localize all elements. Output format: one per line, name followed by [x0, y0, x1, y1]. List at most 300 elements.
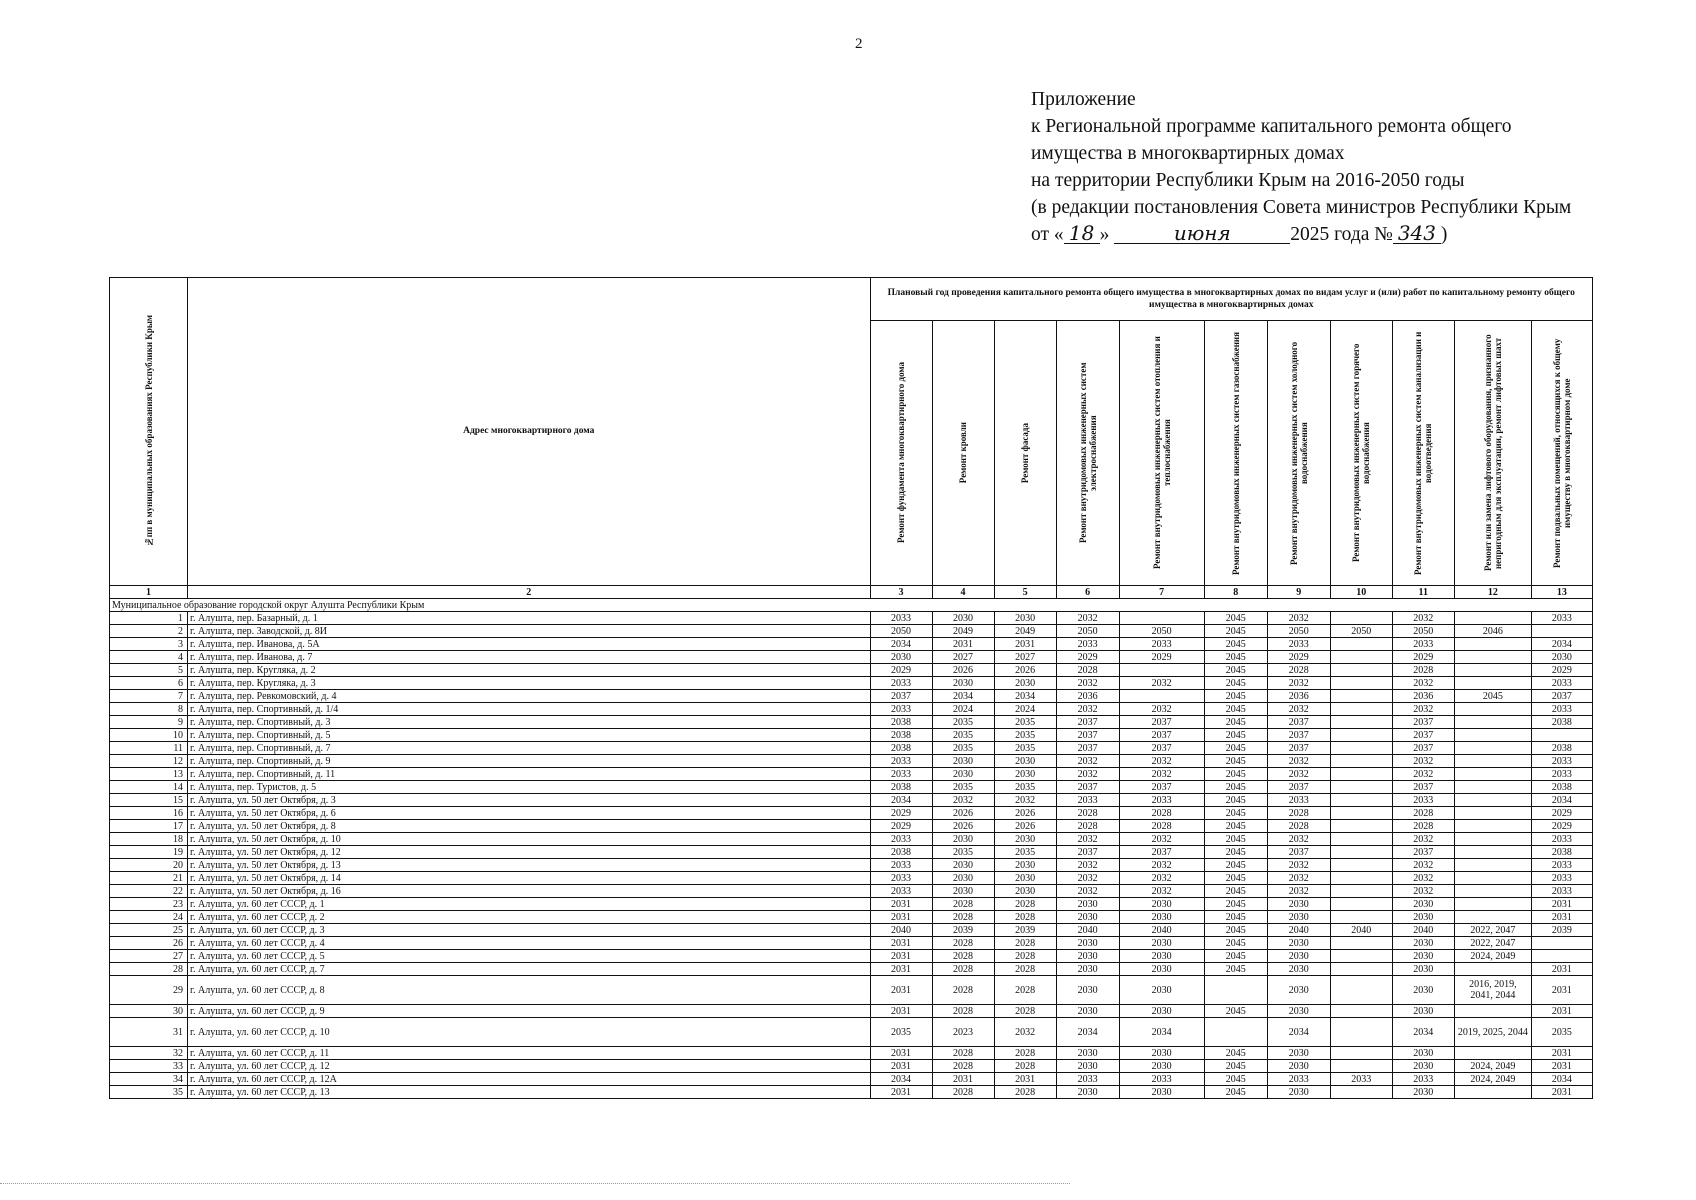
year-cell: 2030 [994, 872, 1056, 885]
table-row [110, 755, 1593, 768]
year-cell: 2050 [1330, 625, 1392, 638]
row-number: 31 [110, 1018, 188, 1047]
year-cell [1119, 664, 1204, 677]
row-number: 4 [110, 651, 188, 664]
year-cell: 2030 [1392, 1060, 1454, 1073]
address-cell: г. Алушта, пер. Спортивный, д. 3 [188, 716, 870, 729]
year-cell: 2032 [1392, 872, 1454, 885]
work-header-8: Ремонт внутридомовых инженерных систем газоснабжения [1204, 321, 1267, 586]
table-row [110, 664, 1593, 677]
table-row [110, 937, 1593, 950]
year-cell: 2030 [1392, 976, 1454, 1005]
year-cell [1330, 729, 1392, 742]
year-cell: 2038 [870, 716, 932, 729]
column-number: 7 [1119, 586, 1204, 599]
year-cell: 2031 [870, 1005, 932, 1018]
table-row [110, 781, 1593, 794]
year-cell: 2038 [1531, 846, 1592, 859]
address-cell: г. Алушта, пер. Иванова, д. 7 [188, 651, 870, 664]
year-cell: 2031 [870, 1047, 932, 1060]
year-cell: 2028 [994, 911, 1056, 924]
year-cell: 2040 [870, 924, 932, 937]
year-cell: 2028 [1267, 820, 1330, 833]
address-cell: г. Алушта, ул. 60 лет СССР, д. 9 [188, 1005, 870, 1018]
year-cell: 2030 [932, 833, 994, 846]
year-cell [1454, 638, 1531, 651]
row-number: 33 [110, 1060, 188, 1073]
work-header-6: Ремонт внутридомовых инженерных систем электроснабжения [1056, 321, 1119, 586]
year-cell: 2031 [1531, 911, 1592, 924]
address-cell: г. Алушта, пер. Спортивный, д. 1/4 [188, 703, 870, 716]
year-cell: 2030 [1119, 1086, 1204, 1099]
year-cell [1330, 742, 1392, 755]
year-cell [1204, 1018, 1267, 1047]
table-row [110, 950, 1593, 963]
year-cell: 2031 [870, 911, 932, 924]
year-cell: 2030 [1119, 1005, 1204, 1018]
year-cell: 2030 [1267, 911, 1330, 924]
year-cell: 2037 [1267, 716, 1330, 729]
table-row [110, 885, 1593, 898]
year-cell: 2030 [1267, 1005, 1330, 1018]
year-cell: 2028 [1392, 820, 1454, 833]
address-cell: г. Алушта, ул. 60 лет СССР, д. 2 [188, 911, 870, 924]
year-cell: 2030 [1119, 911, 1204, 924]
address-cell: г. Алушта, пер. Спортивный, д. 11 [188, 768, 870, 781]
year-cell: 2033 [1531, 885, 1592, 898]
row-number: 2 [110, 625, 188, 638]
year-cell: 2032 [1267, 885, 1330, 898]
year-cell: 2032 [1392, 859, 1454, 872]
year-cell: 2030 [1531, 651, 1592, 664]
year-cell: 2030 [1056, 1060, 1119, 1073]
address-cell: г. Алушта, ул. 60 лет СССР, д. 10 [188, 1018, 870, 1047]
year-cell: 2045 [1204, 937, 1267, 950]
year-cell: 2032 [1119, 768, 1204, 781]
year-cell [1531, 625, 1592, 638]
year-cell [1531, 950, 1592, 963]
year-cell: 2028 [932, 937, 994, 950]
year-cell: 2030 [1267, 1060, 1330, 1073]
year-cell: 2031 [870, 976, 932, 1005]
year-cell: 2032 [932, 794, 994, 807]
row-number: 18 [110, 833, 188, 846]
year-cell: 2030 [1056, 976, 1119, 1005]
year-cell: 2030 [1056, 963, 1119, 976]
date-mid: » [1099, 224, 1110, 245]
annex-line-5: (в редакции постановления Совета министров Республики Крым [1031, 197, 1572, 218]
year-cell: 2031 [932, 638, 994, 651]
row-number: 8 [110, 703, 188, 716]
year-cell: 2030 [1119, 1060, 1204, 1073]
year-cell: 2028 [1056, 807, 1119, 820]
year-cell: 2028 [932, 976, 994, 1005]
year-cell [1330, 1018, 1392, 1047]
year-cell: 2031 [932, 1073, 994, 1086]
year-cell [1330, 898, 1392, 911]
year-cell: 2045 [1204, 716, 1267, 729]
year-cell: 2030 [1392, 963, 1454, 976]
page-footer-line [0, 1183, 1070, 1184]
address-cell: г. Алушта, пер. Кругляка, д. 2 [188, 664, 870, 677]
handwritten-number: 343 [1393, 223, 1441, 244]
table-row [110, 846, 1593, 859]
year-cell: 2028 [932, 911, 994, 924]
year-cell: 2030 [994, 768, 1056, 781]
year-cell: 2045 [1204, 1073, 1267, 1086]
year-cell: 2031 [1531, 1060, 1592, 1073]
year-cell: 2031 [870, 1086, 932, 1099]
year-cell: 2032 [1392, 885, 1454, 898]
row-number: 12 [110, 755, 188, 768]
year-cell: 2045 [1454, 690, 1531, 703]
table-row [110, 963, 1593, 976]
year-cell: 2030 [932, 768, 994, 781]
row-number: 29 [110, 976, 188, 1005]
year-cell: 2045 [1204, 820, 1267, 833]
row-number: 32 [110, 1047, 188, 1060]
year-cell: 2030 [1267, 1086, 1330, 1099]
year-cell: 2035 [994, 846, 1056, 859]
table-row [110, 638, 1593, 651]
year-cell: 2032 [1119, 872, 1204, 885]
row-number: 7 [110, 690, 188, 703]
year-cell [1330, 716, 1392, 729]
year-cell: 2030 [1119, 898, 1204, 911]
year-cell: 2033 [1119, 638, 1204, 651]
year-cell: 2033 [1531, 755, 1592, 768]
table-row [110, 1018, 1593, 1047]
year-cell: 2035 [870, 1018, 932, 1047]
column-number: 5 [994, 586, 1056, 599]
year-cell: 2032 [1392, 677, 1454, 690]
year-cell: 2032 [1056, 872, 1119, 885]
year-cell [1330, 950, 1392, 963]
year-cell: 2029 [1531, 820, 1592, 833]
year-cell: 2032 [1392, 833, 1454, 846]
year-cell: 2038 [1531, 781, 1592, 794]
year-cell: 2029 [1531, 807, 1592, 820]
year-cell: 2045 [1204, 664, 1267, 677]
year-cell: 2030 [1056, 1005, 1119, 1018]
year-cell: 2034 [1531, 638, 1592, 651]
year-cell: 2031 [870, 1060, 932, 1073]
year-cell: 2032 [994, 1018, 1056, 1047]
year-cell: 2033 [1267, 794, 1330, 807]
row-number: 26 [110, 937, 188, 950]
year-cell: 2033 [1531, 872, 1592, 885]
year-cell: 2032 [1267, 872, 1330, 885]
row-number: 22 [110, 885, 188, 898]
year-cell [1330, 872, 1392, 885]
year-cell [1454, 1047, 1531, 1060]
year-cell: 2028 [994, 1005, 1056, 1018]
work-header-4: Ремонт кровли [932, 321, 994, 586]
year-cell: 2050 [1056, 625, 1119, 638]
year-cell [1330, 1060, 1392, 1073]
year-cell: 2033 [870, 859, 932, 872]
year-cell: 2028 [932, 1086, 994, 1099]
column-number: 13 [1531, 586, 1592, 599]
column-number: 1 [110, 586, 188, 599]
year-cell: 2028 [932, 1047, 994, 1060]
table-row [110, 1086, 1593, 1099]
year-cell [1330, 911, 1392, 924]
row-number: 28 [110, 963, 188, 976]
year-cell [1454, 963, 1531, 976]
year-cell: 2019, 2025, 2044 [1454, 1018, 1531, 1047]
year-cell: 2045 [1204, 768, 1267, 781]
work-header-13: Ремонт подвальных помещений, относящихся к общему имуществу в многоквартирном доме [1531, 321, 1592, 586]
year-cell: 2037 [1267, 781, 1330, 794]
year-cell: 2045 [1204, 755, 1267, 768]
row-number: 15 [110, 794, 188, 807]
year-cell [1330, 690, 1392, 703]
year-cell: 2037 [1267, 742, 1330, 755]
date-prefix: от « [1031, 224, 1064, 245]
address-cell: г. Алушта, ул. 50 лет Октября, д. 12 [188, 846, 870, 859]
year-cell: 2045 [1204, 638, 1267, 651]
year-cell: 2032 [1056, 703, 1119, 716]
year-cell: 2037 [1119, 729, 1204, 742]
year-cell: 2036 [1056, 690, 1119, 703]
annex-date-line [1031, 221, 1671, 248]
year-cell [1330, 846, 1392, 859]
work-header-12: Ремонт или замена лифтового оборудования, признанного непригодным для эксплуатации, ремонт лифтовых шахт [1454, 321, 1531, 586]
year-cell: 2050 [1392, 625, 1454, 638]
year-cell: 2029 [1119, 651, 1204, 664]
address-cell: г. Алушта, ул. 50 лет Октября, д. 14 [188, 872, 870, 885]
year-cell [1330, 768, 1392, 781]
year-cell: 2032 [1119, 833, 1204, 846]
year-cell: 2028 [1056, 820, 1119, 833]
table-row [110, 859, 1593, 872]
year-cell: 2045 [1204, 729, 1267, 742]
year-cell [1454, 859, 1531, 872]
year-cell: 2030 [1056, 898, 1119, 911]
year-cell: 2038 [870, 729, 932, 742]
year-cell: 2030 [932, 859, 994, 872]
year-cell [1454, 807, 1531, 820]
year-cell: 2029 [870, 807, 932, 820]
table-row [110, 1073, 1593, 1086]
year-cell: 2037 [1056, 781, 1119, 794]
year-cell [1330, 794, 1392, 807]
year-cell: 2033 [1531, 768, 1592, 781]
year-cell: 2032 [1267, 755, 1330, 768]
year-cell: 2030 [1267, 937, 1330, 950]
address-cell: г. Алушта, ул. 50 лет Октября, д. 13 [188, 859, 870, 872]
address-cell: г. Алушта, ул. 50 лет Октября, д. 10 [188, 833, 870, 846]
year-cell: 2045 [1204, 781, 1267, 794]
table-row [110, 820, 1593, 833]
year-cell: 2031 [1531, 1086, 1592, 1099]
year-cell: 2032 [994, 794, 1056, 807]
address-cell: г. Алушта, ул. 60 лет СССР, д. 11 [188, 1047, 870, 1060]
year-cell [1454, 664, 1531, 677]
year-cell: 2033 [1056, 794, 1119, 807]
row-number: 20 [110, 859, 188, 872]
address-cell: г. Алушта, ул. 60 лет СССР, д. 12 [188, 1060, 870, 1073]
year-cell: 2033 [870, 612, 932, 625]
year-cell [1330, 664, 1392, 677]
year-cell: 2031 [870, 937, 932, 950]
year-cell [1330, 833, 1392, 846]
year-cell: 2033 [1531, 859, 1592, 872]
year-cell [1454, 612, 1531, 625]
year-cell: 2033 [870, 872, 932, 885]
year-cell [1454, 833, 1531, 846]
year-cell: 2034 [1531, 794, 1592, 807]
year-cell: 2037 [1119, 742, 1204, 755]
year-cell: 2049 [994, 625, 1056, 638]
year-cell: 2032 [1267, 612, 1330, 625]
year-cell: 2028 [994, 1086, 1056, 1099]
year-cell: 2038 [1531, 742, 1592, 755]
table-row [110, 703, 1593, 716]
year-cell: 2037 [1056, 716, 1119, 729]
year-cell: 2045 [1204, 911, 1267, 924]
year-cell [1330, 677, 1392, 690]
year-cell: 2045 [1204, 1047, 1267, 1060]
work-header-10: Ремонт внутридомовых инженерных систем горячего водоснабжения [1330, 321, 1392, 586]
year-cell: 2049 [932, 625, 994, 638]
address-cell: г. Алушта, ул. 60 лет СССР, д. 4 [188, 937, 870, 950]
year-cell [1330, 859, 1392, 872]
year-cell [1330, 703, 1392, 716]
year-cell: 2034 [1119, 1018, 1204, 1047]
year-cell: 2024, 2049 [1454, 1060, 1531, 1073]
year-cell: 2040 [1330, 924, 1392, 937]
year-cell: 2030 [932, 885, 994, 898]
year-cell: 2028 [994, 976, 1056, 1005]
table-row [110, 716, 1593, 729]
address-cell: г. Алушта, ул. 60 лет СССР, д. 3 [188, 924, 870, 937]
year-cell [1330, 885, 1392, 898]
year-cell: 2037 [1392, 742, 1454, 755]
year-cell [1119, 690, 1204, 703]
handwritten-day: 18 [1064, 223, 1100, 244]
year-cell: 2030 [932, 755, 994, 768]
year-cell: 2030 [1056, 1086, 1119, 1099]
year-cell: 2040 [1267, 924, 1330, 937]
year-cell: 2045 [1204, 1060, 1267, 1073]
year-cell: 2022, 2047 [1454, 937, 1531, 950]
year-cell: 2032 [1392, 768, 1454, 781]
address-cell: г. Алушта, ул. 60 лет СССР, д. 12А [188, 1073, 870, 1086]
year-cell [1330, 651, 1392, 664]
year-cell: 2030 [1392, 898, 1454, 911]
year-cell: 2032 [1119, 885, 1204, 898]
year-cell: 2039 [932, 924, 994, 937]
year-cell: 2037 [1056, 729, 1119, 742]
year-cell: 2028 [932, 963, 994, 976]
year-cell: 2033 [870, 755, 932, 768]
year-cell: 2031 [1531, 1047, 1592, 1060]
year-cell: 2032 [1056, 833, 1119, 846]
year-cell [1454, 872, 1531, 885]
year-cell: 2045 [1204, 963, 1267, 976]
year-cell: 2030 [1056, 937, 1119, 950]
year-cell: 2045 [1204, 872, 1267, 885]
year-cell: 2037 [870, 690, 932, 703]
address-cell: г. Алушта, ул. 50 лет Октября, д. 6 [188, 807, 870, 820]
year-cell: 2034 [870, 1073, 932, 1086]
year-cell: 2035 [1531, 1018, 1592, 1047]
year-cell: 2040 [1392, 924, 1454, 937]
row-number: 11 [110, 742, 188, 755]
year-cell: 2038 [870, 742, 932, 755]
address-cell: г. Алушта, ул. 50 лет Октября, д. 8 [188, 820, 870, 833]
year-cell: 2026 [932, 820, 994, 833]
year-cell: 2034 [870, 638, 932, 651]
year-cell [1454, 911, 1531, 924]
year-cell: 2037 [1119, 716, 1204, 729]
table-row [110, 625, 1593, 638]
year-cell: 2033 [870, 703, 932, 716]
annex-title: Приложение [1031, 89, 1136, 110]
year-cell [1454, 846, 1531, 859]
year-cell: 2033 [1330, 1073, 1392, 1086]
year-cell [1330, 781, 1392, 794]
year-cell: 2031 [870, 950, 932, 963]
year-cell: 2032 [1392, 612, 1454, 625]
year-cell: 2030 [1267, 1047, 1330, 1060]
year-cell: 2035 [932, 781, 994, 794]
year-cell: 2033 [1531, 833, 1592, 846]
year-cell: 2046 [1454, 625, 1531, 638]
year-cell: 2045 [1204, 742, 1267, 755]
year-cell: 2030 [1119, 963, 1204, 976]
year-cell: 2032 [1119, 859, 1204, 872]
year-cell: 2033 [870, 677, 932, 690]
year-cell [1330, 1086, 1392, 1099]
table-row [110, 794, 1593, 807]
year-cell: 2034 [1056, 1018, 1119, 1047]
year-cell: 2032 [1119, 677, 1204, 690]
year-cell: 2026 [994, 820, 1056, 833]
year-cell: 2030 [994, 859, 1056, 872]
year-cell: 2028 [932, 950, 994, 963]
address-cell: г. Алушта, пер. Заводской, д. 8И [188, 625, 870, 638]
year-cell: 2040 [1056, 924, 1119, 937]
year-cell: 2030 [1392, 911, 1454, 924]
year-cell: 2033 [1056, 638, 1119, 651]
year-cell: 2027 [932, 651, 994, 664]
year-cell: 2030 [1392, 937, 1454, 950]
table-row [110, 1060, 1593, 1073]
year-cell: 2031 [1531, 963, 1592, 976]
year-cell: 2028 [932, 1060, 994, 1073]
year-cell: 2028 [994, 963, 1056, 976]
year-cell: 2026 [994, 807, 1056, 820]
column-number: 10 [1330, 586, 1392, 599]
table-row [110, 677, 1593, 690]
year-cell: 2030 [932, 872, 994, 885]
year-cell: 2036 [1392, 690, 1454, 703]
year-cell: 2031 [1531, 976, 1592, 1005]
handwritten-month: июня [1114, 223, 1290, 244]
year-cell: 2034 [1392, 1018, 1454, 1047]
row-number: 16 [110, 807, 188, 820]
row-number: 5 [110, 664, 188, 677]
year-cell: 2030 [1392, 1005, 1454, 1018]
year-cell: 2037 [1267, 846, 1330, 859]
year-cell: 2033 [870, 768, 932, 781]
year-cell: 2031 [994, 1073, 1056, 1086]
year-cell: 2028 [1056, 664, 1119, 677]
year-cell: 2045 [1204, 677, 1267, 690]
